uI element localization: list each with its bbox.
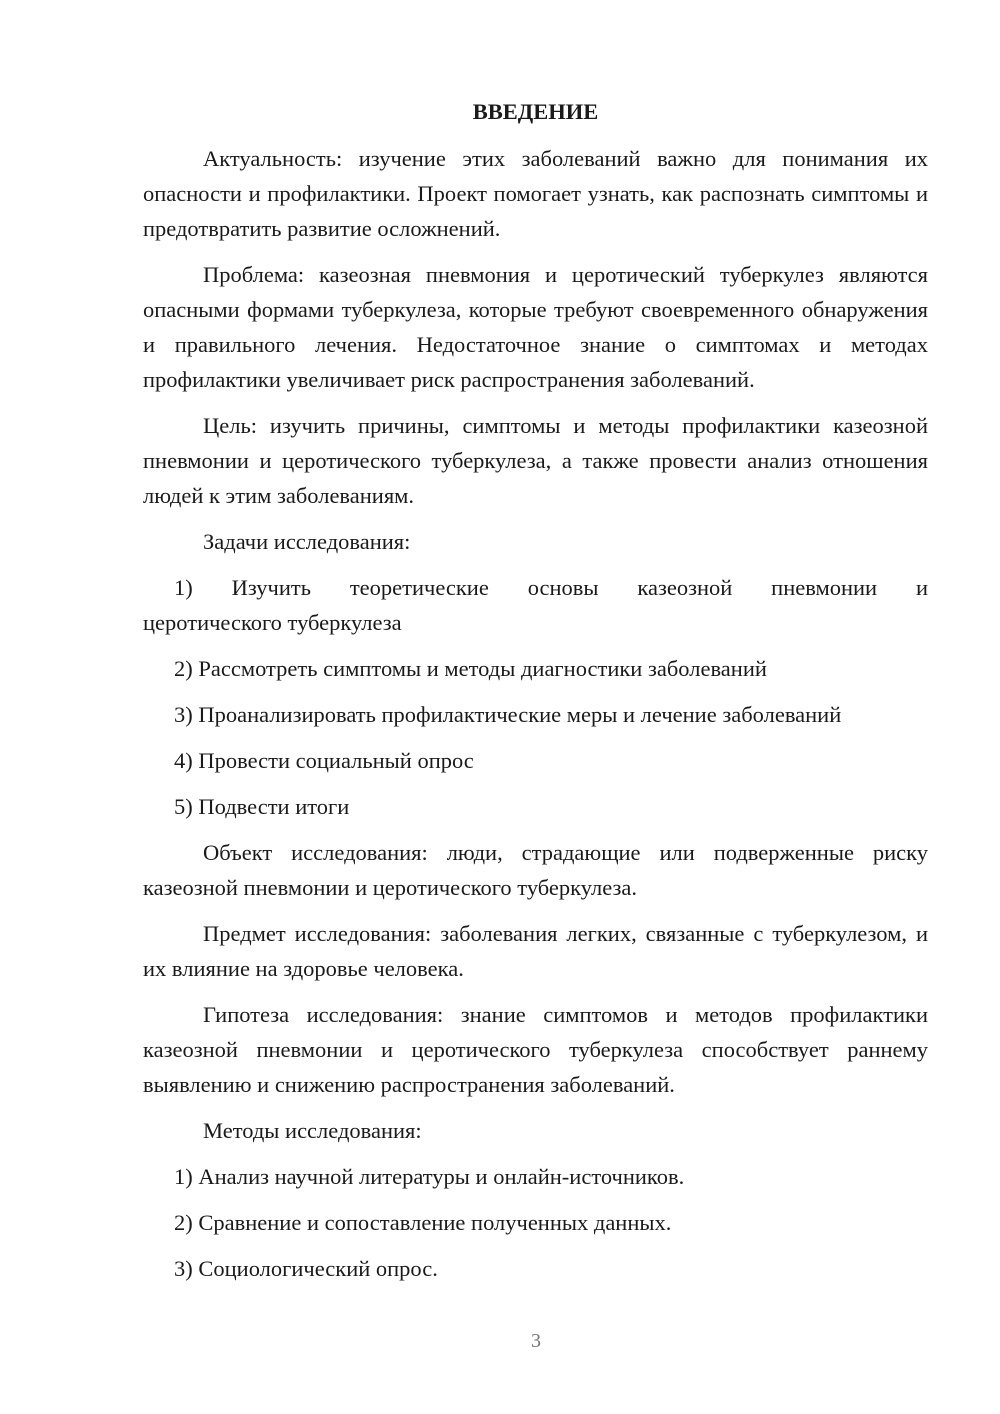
task-item-2: 2) Рассмотреть симптомы и методы диагностики заболеваний: [174, 656, 767, 681]
document-page: [143, 94, 928, 1297]
task-item-1-line-1: 1) Изучить теоретические основы казеозной пневмонии и: [174, 575, 928, 600]
goal-paragraph: Цель: изучить причины, симптомы и методы профилактики казеозной пневмонии и церотического туберкулеза, а также провести анализ отношения людей к этим заболеваниям.: [143, 413, 928, 508]
task-item-5: 5) Подвести итоги: [174, 794, 350, 819]
task-item-1: [143, 570, 928, 640]
problem-paragraph: Проблема: казеозная пневмония и церотический туберкулез являются опасными формами туберкулеза, которые требуют своевременного обнаружения и правильного лечения. Недостаточное знание о симптомах и методах профилактики увеличивает риск распространения заболеваний.: [143, 262, 928, 392]
method-item-1: 1) Анализ научной литературы и онлайн-источников.: [174, 1164, 685, 1189]
methods-title: Методы исследования:: [203, 1118, 422, 1143]
task-item-3: 3) Проанализировать профилактические меры и лечение заболеваний: [174, 702, 842, 727]
page-heading: ВВЕДЕНИЕ: [472, 99, 599, 124]
relevance-paragraph: Актуальность: изучение этих заболеваний важно для понимания их опасности и профилактики. Проект помогает узнать, как распознать симптомы и предотвратить развитие осложнений.: [143, 146, 928, 241]
hypothesis-paragraph: Гипотеза исследования: знание симптомов и методов профилактики казеозной пневмонии и церотического туберкулеза способствует раннему выявлению и снижению распространения заболеваний.: [143, 1002, 928, 1097]
method-item-2: 2) Сравнение и сопоставление полученных данных.: [174, 1210, 672, 1235]
task-item-4: 4) Провести социальный опрос: [174, 748, 474, 773]
object-paragraph: Объект исследования: люди, страдающие или подверженные риску казеозной пневмонии и церотического туберкулеза.: [143, 840, 928, 900]
task-item-1-line-2: церотического туберкулеза: [143, 610, 402, 635]
tasks-title: Задачи исследования:: [203, 529, 411, 554]
subject-paragraph: Предмет исследования: заболевания легких, связанные с туберкулезом, и их влияние на здоровье человека.: [143, 921, 928, 981]
page-number: 3: [531, 1330, 541, 1352]
method-item-3: 3) Социологический опрос.: [174, 1256, 438, 1281]
